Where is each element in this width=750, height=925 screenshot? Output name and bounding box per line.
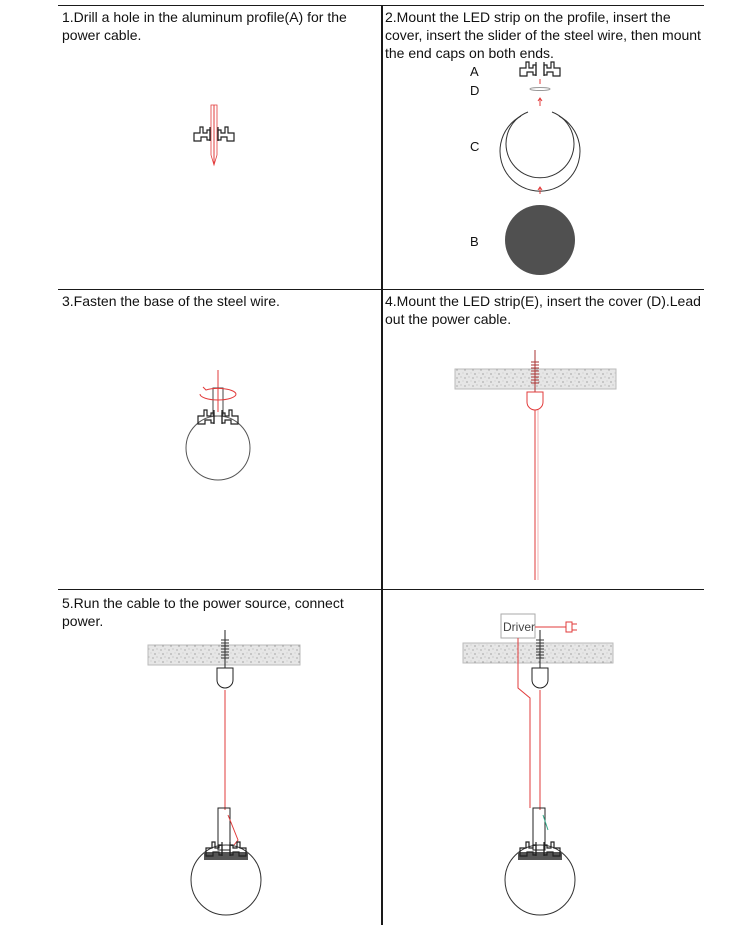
- step-5-install-illustration: [148, 630, 300, 915]
- step-2-exploded-illustration: [500, 62, 580, 275]
- step-5-text: 5.Run the cable to the power source, connect power.: [62, 595, 344, 629]
- step-4-cable-illustration: [455, 350, 616, 580]
- end-cap-b: [505, 205, 575, 275]
- step-2-text: 2.Mount the LED strip on the profile, insert the cover, insert the slider of the steel wire, then mount the end caps on both ends.: [385, 9, 701, 61]
- step-4-text: 4.Mount the LED strip(E), insert the cover (D).Lead out the power cable.: [385, 293, 701, 327]
- part-label-c: C: [470, 139, 480, 154]
- plug-icon: [566, 622, 577, 632]
- part-label-b: B: [470, 234, 479, 249]
- step-1-drill-illustration: [194, 105, 234, 165]
- step-3-text: 3.Fasten the base of the steel wire.: [62, 293, 280, 309]
- part-label-a: A: [470, 64, 479, 79]
- step-3-fasten-illustration: [186, 370, 250, 480]
- step-1-text: 1.Drill a hole in the aluminum profile(A) for the power cable.: [62, 9, 347, 43]
- part-label-d: D: [470, 83, 480, 98]
- step-6-driver-illustration: [463, 614, 613, 915]
- driver-label: Driver: [503, 620, 535, 634]
